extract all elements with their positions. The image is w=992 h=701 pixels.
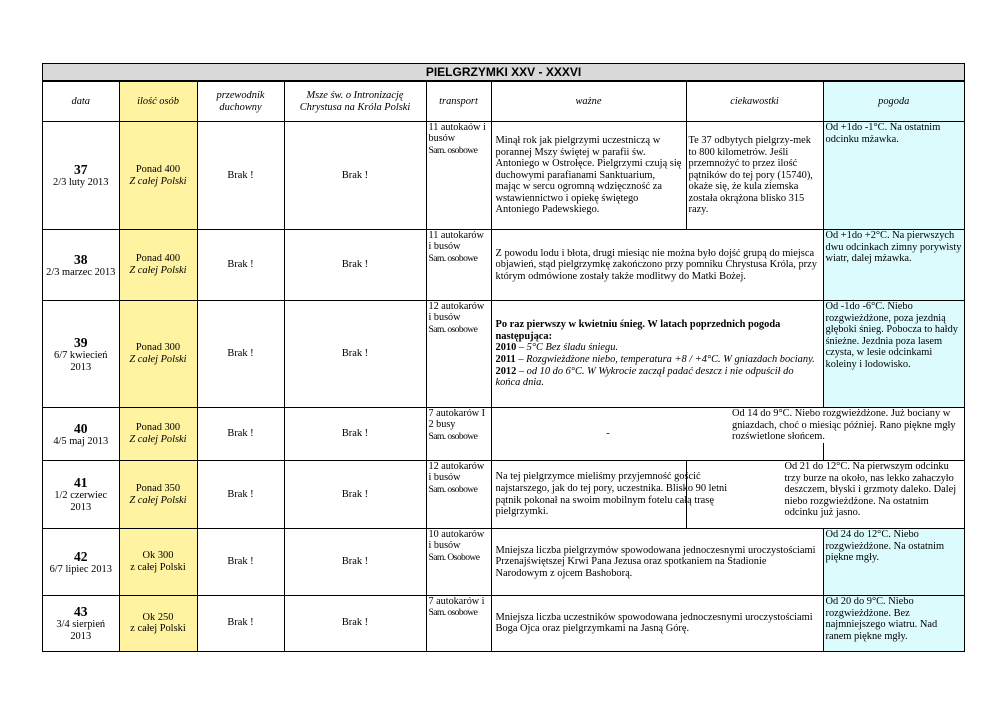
pilgrimage-date: 1/2 czerwiec 2013 [54,490,108,513]
guide-cell: Brak ! [197,596,284,651]
important-trivia-cell: Mniejsza liczba uczestników spowodowana jednoczesnymi uroczystościami Boga Ojca oraz pielgrzymkami na Jasną Górę. [491,596,823,651]
transport-cell [426,122,491,230]
transport-cars: Sam. osobowe [428,483,478,495]
count-value: Ponad 350 [135,482,181,494]
pilgrimage-number: 43 [74,604,88,620]
count-value: Ponad 400 [135,163,181,175]
count-cell [119,122,197,230]
important-trivia-cell: Mniejsza liczba pielgrzymów spowodowana jednoczesnymi uroczystościami Przenajświętszej Krwi Pana Jezusa oraz spotkaniem na Stadionie Narodowym z ojcem Bashoborą. [491,529,823,596]
date-cell [43,408,119,461]
header-guide: przewodnik duchowny [197,82,284,122]
transport-cars: Sam. osobowe [428,144,478,156]
date-cell [43,461,119,529]
date-cell [43,122,119,230]
count-origin: Z całej Polski [129,494,187,506]
pilgrimage-date: 6/7 kwiecień 2013 [54,349,108,373]
transport-cell [426,529,491,596]
year-text: – od 10 do 6°C. W Wykrocie zaczął padać deszcz i nie odpuścił do końca dnia. [495,365,794,389]
transport-vehicles: 10 autokarów i busów [428,529,485,552]
history-2012 [496,366,819,389]
guide-cell: Brak ! [197,408,284,461]
table-row [43,408,964,461]
weather-cell: Od +1do -1°C. Na ostatnim odcinku mżawka. [823,122,964,230]
mass-cell: Brak ! [284,529,426,596]
header-count: ilość osób [119,82,197,122]
count-cell [119,301,197,408]
transport-cars: Sam. Osobowe [428,551,480,563]
count-cell [119,461,197,529]
transport-cars: Sam. osobowe [428,430,478,442]
mass-cell: Brak ! [284,230,426,301]
count-cell [119,408,197,461]
pilgrimage-number: 42 [74,548,88,564]
pilgrimage-date: 4/5 maj 2013 [53,435,109,447]
important-cell: - [491,408,823,461]
transport-vehicles: 12 autokarów i busów [428,301,485,324]
header-date: data [43,82,119,122]
date-cell [43,596,119,651]
transport-vehicles: 11 autokaów i busów [428,122,486,145]
important-trivia-cell: Z powodu lodu i błota, drugi miesiąc nie można było dojść grupą do miejsca objawień, stąd pielgrzymkę zakończono przy pomniku Chrystusa Króla, przy którym odmówione zostały także modlitwy do Matki Bożej. [491,230,823,301]
header-important: ważne [491,82,686,122]
count-value: Ok 250 [142,611,174,623]
count-cell [119,596,197,651]
pilgrimage-number: 39 [74,334,88,350]
year-text: – Rozgwieżdżone niebo, temperatura +8 / +4°C. W gniazdach bociany. [515,354,815,365]
pilgrimage-number: 40 [74,420,88,436]
pilgrimage-number: 38 [74,251,88,267]
guide-cell: Brak ! [197,529,284,596]
date-cell [43,301,119,408]
pilgrimage-sheet [42,63,965,652]
guide-cell: Brak ! [197,122,284,230]
guide-cell: Brak ! [197,230,284,301]
header-mass: Msze św. o Intronizację Chrystusa na Króla Polski [284,82,426,122]
year-text: – 5°C Bez śladu śniegu. [516,342,618,354]
pilgrimage-number: 41 [74,475,88,491]
trivia-weather-text: Od 14 do 9°C. Niebo rozgwieżdżone. Już bociany w gniazdach, choć o miesiąc później. Rano piękne mgły rozświetlone słońcem. [730,408,964,443]
sheet-title: PIELGRZYMKI XXV - XXXVI [43,64,964,81]
pilgrimage-date: 2/3 marzec 2013 [46,266,116,278]
weather-cell: Od 20 do 9°C. Niebo rozgwieżdżone. Bez najmniejszego wiatru. Nad ranem piękne mgły. [823,596,964,651]
transport-vehicles: 11 autokarów i busów [428,230,484,253]
pilgrimage-date: 3/4 sierpień 2013 [56,619,106,642]
mass-cell: Brak ! [284,596,426,651]
important-trivia-cell [491,301,823,408]
count-origin: z całej Polski [130,623,186,635]
transport-cars: Sam. osobowe [428,252,478,264]
header-row [43,82,964,122]
trivia-weather-cell: Od 21 do 12°C. Na pierwszym odcinku trzy burze na około, nas lekko zahaczyło deszczem, błyski i grzmoty daleko. Dalej niebo rozgwieżdżone. Na ostatnim odcinku już jasno. [686,461,964,529]
count-origin: Z całej Polski [129,265,187,276]
pilgrimage-date: 2/3 luty 2013 [53,177,109,189]
date-cell [43,529,119,596]
transport-cell [426,461,491,529]
count-origin: Z całej Polski [129,175,187,187]
snow-note: Po raz pierwszy w kwietniu śnieg. W latach poprzednich pogoda następująca: [495,319,781,342]
mass-cell: Brak ! [284,408,426,461]
table-row [43,596,964,651]
transport-vehicles: 7 autokarów i [428,596,485,607]
year-label: 2012 [495,365,517,377]
history-2010 [496,342,819,354]
guide-cell: Brak ! [197,461,284,529]
table-row [43,301,964,408]
date-cell [43,230,119,301]
header-trivia: ciekawostki [686,82,823,122]
transport-cell [426,408,491,461]
count-value: Ponad 300 [135,422,181,434]
weather-cell: Od +1do +2°C. Na pierwszych dwu odcinkach zimny porywisty wiatr, dalej mżawka. [823,230,964,301]
guide-cell: Brak ! [197,301,284,408]
important-text: Na tej pielgrzymce mieliśmy przyjemność gościć najstarszego, jak do tej pory, uczestnika. Blisko 90 letni pątnik pokonał na swoim mobilnym fotelu całą trasę pielgrzymki. [495,471,728,518]
important-cell: Minął rok jak pielgrzymi uczestniczą w porannej Mszy świętej w parafii św. Antoniego w Ostrołęce. Pielgrzymi czują się duchowymi parafianami Sanktuarium, mając w sercu ogromną wdzięczność za wstawiennictwo i opiekę świętego Antoniego Padewskiego. [491,122,686,230]
pilgrimage-date: 6/7 lipiec 2013 [49,563,112,575]
table-row [43,529,964,596]
year-label: 2010 [495,342,517,354]
transport-vehicles: 12 autokarów i busów [428,461,485,484]
weather-cell [732,408,964,461]
header-transport: transport [426,82,491,122]
weather-cell: Od -1do -6°C. Niebo rozgwieżdżone, poza jezdnią głęboki śnieg. Pobocza to hałdy śnieżne. Jezdnia poza lasem czysta, w lesie odcinkami koleiny i lodowisko. [823,301,964,408]
transport-cars: Sam. osobowe [428,607,478,619]
year-label: 2011 [495,354,516,365]
count-origin: z całej Polski [130,562,186,573]
mass-cell: Brak ! [284,122,426,230]
transport-cell [426,230,491,301]
table-row [43,230,964,301]
count-origin: Z całej Polski [129,434,187,445]
transport-cars: Sam. osobowe [428,323,478,335]
pilgrimage-number: 37 [74,162,88,178]
trivia-cell: Te 37 odbytych pielgrzy-mek to 800 kilometrów. Jeśli przemnożyć to przez ilość pątników do tej pory (15740), okaże się, że kula ziemska została okrążona blisko 315 razy. [686,122,823,230]
important-cell [491,461,728,529]
mass-cell: Brak ! [284,301,426,408]
count-value: Ponad 300 [135,342,181,354]
transport-vehicles: 7 autokarów I 2 busy [428,408,486,431]
transport-cell [426,301,491,408]
table-row [43,122,964,230]
count-origin: Z całej Polski [129,354,187,365]
table-row [43,461,964,529]
pilgrimage-table [43,81,964,651]
weather-cell: Od 24 do 12°C. Niebo rozgwieżdżone. Na ostatnim piękne mgły. [823,529,964,596]
count-value: Ok 300 [142,550,174,562]
count-value: Ponad 400 [135,253,181,265]
transport-cell [426,596,491,651]
history-2011 [496,354,819,366]
count-cell [119,230,197,301]
mass-cell: Brak ! [284,461,426,529]
count-cell [119,529,197,596]
header-weather: pogoda [823,82,964,122]
